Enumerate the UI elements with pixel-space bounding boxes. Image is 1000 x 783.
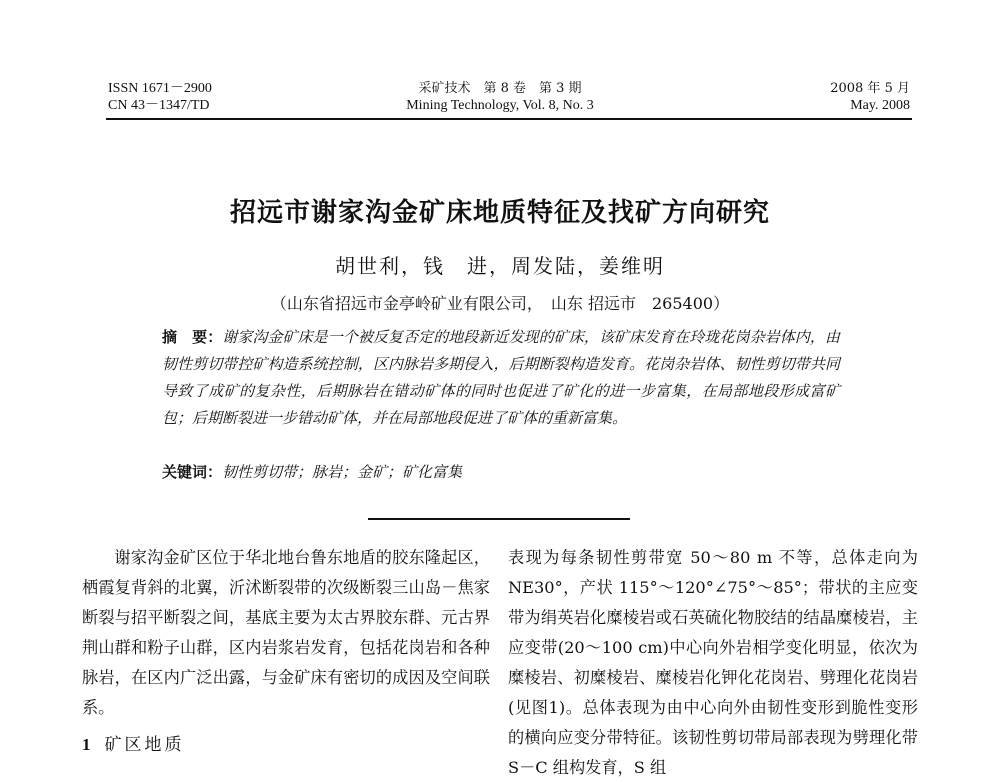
paper-affiliation: （山东省招远市金亭岭矿业有限公司， 山东 招远市 265400） [270, 294, 730, 313]
paper-title: 招远市谢家沟金矿床地质特征及找矿方向研究 [229, 198, 770, 228]
abstract-separator [368, 518, 630, 520]
abstract [162, 324, 840, 432]
left-column-paragraph: 谢家沟金矿区位于华北地台鲁东地盾的胶东隆起区，栖霞复背斜的北翼，沂沭断裂带的次级断裂三山岛－焦家断裂与招平断裂之间，基底主要为太古界胶东群、元古界荆山群和粉子山群，区内岩浆岩发育，包括花岗岩和各种脉岩，在区内广泛出露，与金矿床有密切的成因及空间联系。 [82, 548, 490, 717]
journal-name-cn: 采矿技术 第 8 卷 第 3 期 [418, 81, 582, 96]
keywords-text: 韧性剪切带；脉岩；金矿；矿化富集 [222, 463, 463, 481]
cn-number: CN 43－1347/TD [108, 98, 210, 113]
section-title: 矿区地质 [104, 735, 185, 755]
section-heading [82, 730, 185, 755]
journal-name-en: Mining Technology, Vol. 8, No. 3 [406, 98, 594, 113]
journal-date-block [750, 80, 910, 114]
paper-authors: 胡世利，钱 进，周发陆，姜维明 [335, 254, 665, 278]
header-rule [106, 118, 912, 120]
issn: ISSN 1671－2900 [108, 81, 212, 96]
keywords [162, 459, 840, 486]
date-en: May. 2008 [850, 98, 910, 113]
keywords-label: 关键词： [162, 463, 223, 481]
abstract-label: 摘 要： [162, 328, 223, 346]
right-column-paragraph: 表现为每条韧性剪带宽 50～80 m 不等，总体走向为 NE30°，产状 115°～120°∠75°～85°；带状的主应变带为绢英岩化糜棱岩或石英硫化物胶结的结晶糜棱岩，主应变带(20～100 cm)中心向外岩相学变化明显，依次为糜棱岩、初糜棱岩、糜棱岩化钾化花岗岩、劈理化花岗岩(见图1)。总体表现为由中心向外由韧性变形到脆性变形的横向应变分带特征。该韧性剪切带局部表现为劈理化带 S－C 组构发育，S 组 [508, 548, 918, 777]
section-number: 1 [82, 735, 91, 754]
date-cn: 2008 年 5 月 [830, 81, 910, 96]
journal-issn-block [108, 80, 212, 114]
journal-info-block [350, 80, 650, 114]
abstract-text: 谢家沟金矿床是一个被反复否定的地段新近发现的矿床，该矿床发育在玲珑花岗杂岩体内，由韧性剪切带控矿构造系统控制，区内脉岩多期侵入，后期断裂构造发育。花岗杂岩体、韧性剪切带共同导致了成矿的复杂性，后期脉岩在错动矿体的同时也促进了矿化的进一步富集，在局部地段形成富矿包；后期断裂进一步错动矿体，并在局部地段促进了矿体的重新富集。 [162, 328, 840, 427]
